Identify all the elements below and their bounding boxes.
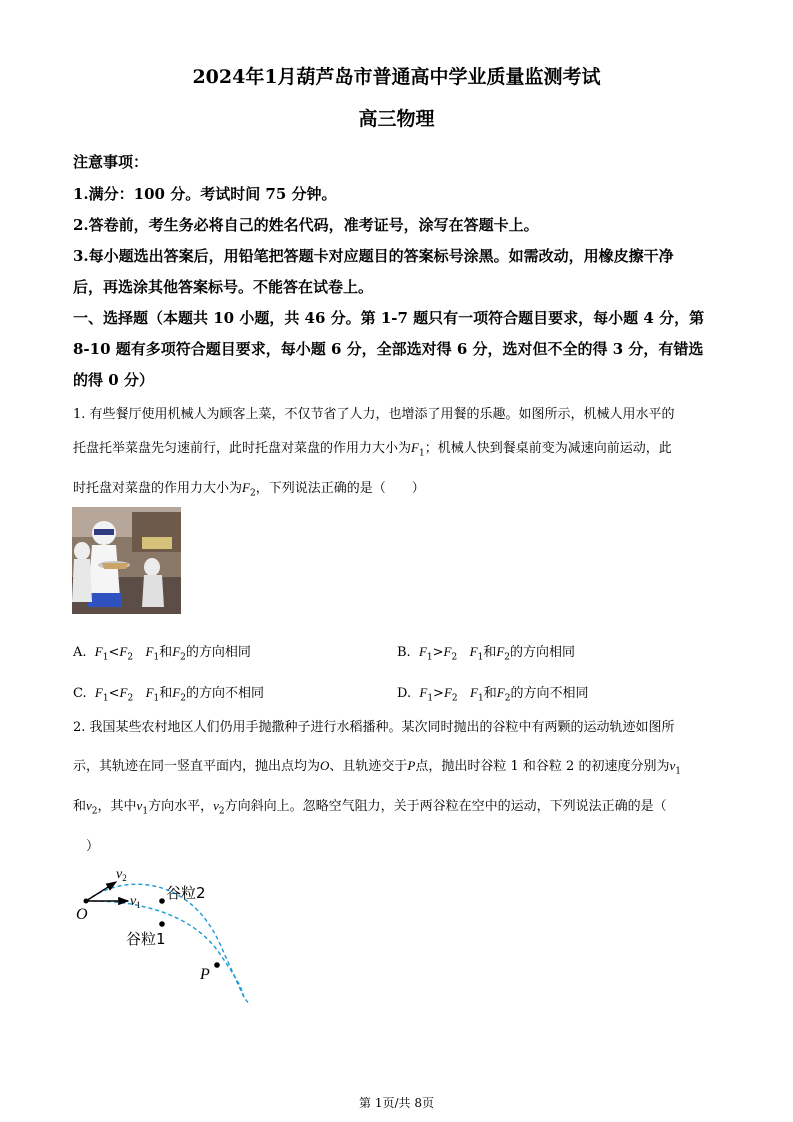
trajectory-curve-1: [86, 901, 245, 1000]
notice-item-3: 3.每小题选出答案后，用铅笔把答题卡对应题目的答案标号涂黑。如需改动，用橡皮擦干净: [73, 247, 674, 265]
q2-line4: ）: [86, 839, 100, 854]
q1-option-c[interactable]: C. $F_1<F_2$ $F_1$和$F_2$的方向不相同: [73, 685, 264, 704]
section-heading-end: 的得 0 分）: [73, 371, 154, 389]
label-o: O: [76, 906, 88, 923]
page-footer: 第 1页/共 8页: [359, 1096, 434, 1110]
q1-option-b[interactable]: B. $F_1>F_2$ $F_1$和$F_2$的方向相同: [397, 644, 576, 663]
grain-1-dot: [159, 921, 165, 927]
notice-item-1: 1.满分：100 分。考试时间 75 分钟。: [73, 185, 337, 203]
robot-waiter-photo: [72, 507, 181, 614]
notice-item-3-cont: 后，再选涂其他答案标号。不能答在试卷上。: [73, 278, 374, 296]
exam-title: 2024年1月葫芦岛市普通高中学业质量监测考试: [192, 66, 601, 88]
label-v1: $v_1$: [130, 894, 141, 910]
q1-line1: 1. 有些餐厅使用机械人为顾客上菜，不仅节省了人力，也增添了用餐的乐趣。如图所示，机械人用水平的: [73, 407, 675, 422]
trajectory-diagram: [70, 862, 260, 1012]
section-heading: 一、选择题（本题共 10 小题，共 46 分。第 1-7 题只有一项符合题目要求，每小题 4 分，第: [73, 309, 705, 327]
q1-line2: 托盘托举菜盘先匀速前行，此时托盘对菜盘的作用力大小为$F_1$；机械人快到餐桌前变为减速向前运动，此: [73, 440, 672, 459]
notice-heading: 注意事项：: [73, 153, 149, 171]
grain-2-dot: [159, 898, 165, 904]
q1-option-a[interactable]: A. $F_1<F_2$ $F_1$和$F_2$的方向相同: [73, 644, 251, 663]
q2-line2: 示，其轨迹在同一竖直平面内，抛出点均为O、且轨迹交于P点，抛出时谷粒 1 和谷粒 2 的初速度分别为$v_1$: [73, 758, 681, 777]
q1-option-d[interactable]: D. $F_1>F_2$ $F_1$和$F_2$的方向不相同: [397, 685, 589, 704]
v2-arrow: [86, 882, 116, 901]
point-o: [84, 899, 89, 904]
exam-subtitle: 高三物理: [358, 108, 435, 130]
section-heading-cont: 8-10 题有多项符合题目要求，每小题 6 分，全部选对得 6 分，选对但不全的得 3 分，有错选: [73, 340, 704, 358]
q2-line1: 2. 我国某些农村地区人们仍用手抛撒种子进行水稻播种。某次同时抛出的谷粒中有两颗的运动轨迹如图所: [73, 720, 675, 735]
label-v2: $v_2$: [116, 867, 127, 883]
label-grain-1: 谷粒1: [126, 930, 166, 948]
notice-item-2: 2.答卷前，考生务必将自己的姓名代码，准考证号，涂写在答题卡上。: [73, 216, 539, 234]
q1-line3: 时托盘对菜盘的作用力大小为$F_2$，下列说法正确的是（ ）: [73, 480, 425, 499]
label-grain-2: 谷粒2: [166, 884, 206, 902]
point-p: [214, 962, 220, 968]
label-p: P: [200, 966, 210, 983]
q2-line3: 和$v_2$，其中$v_1$方向水平，$v_2$方向斜向上。忽略空气阻力，关于两谷粒在空中的运动，下列说法正确的是（: [73, 798, 667, 817]
